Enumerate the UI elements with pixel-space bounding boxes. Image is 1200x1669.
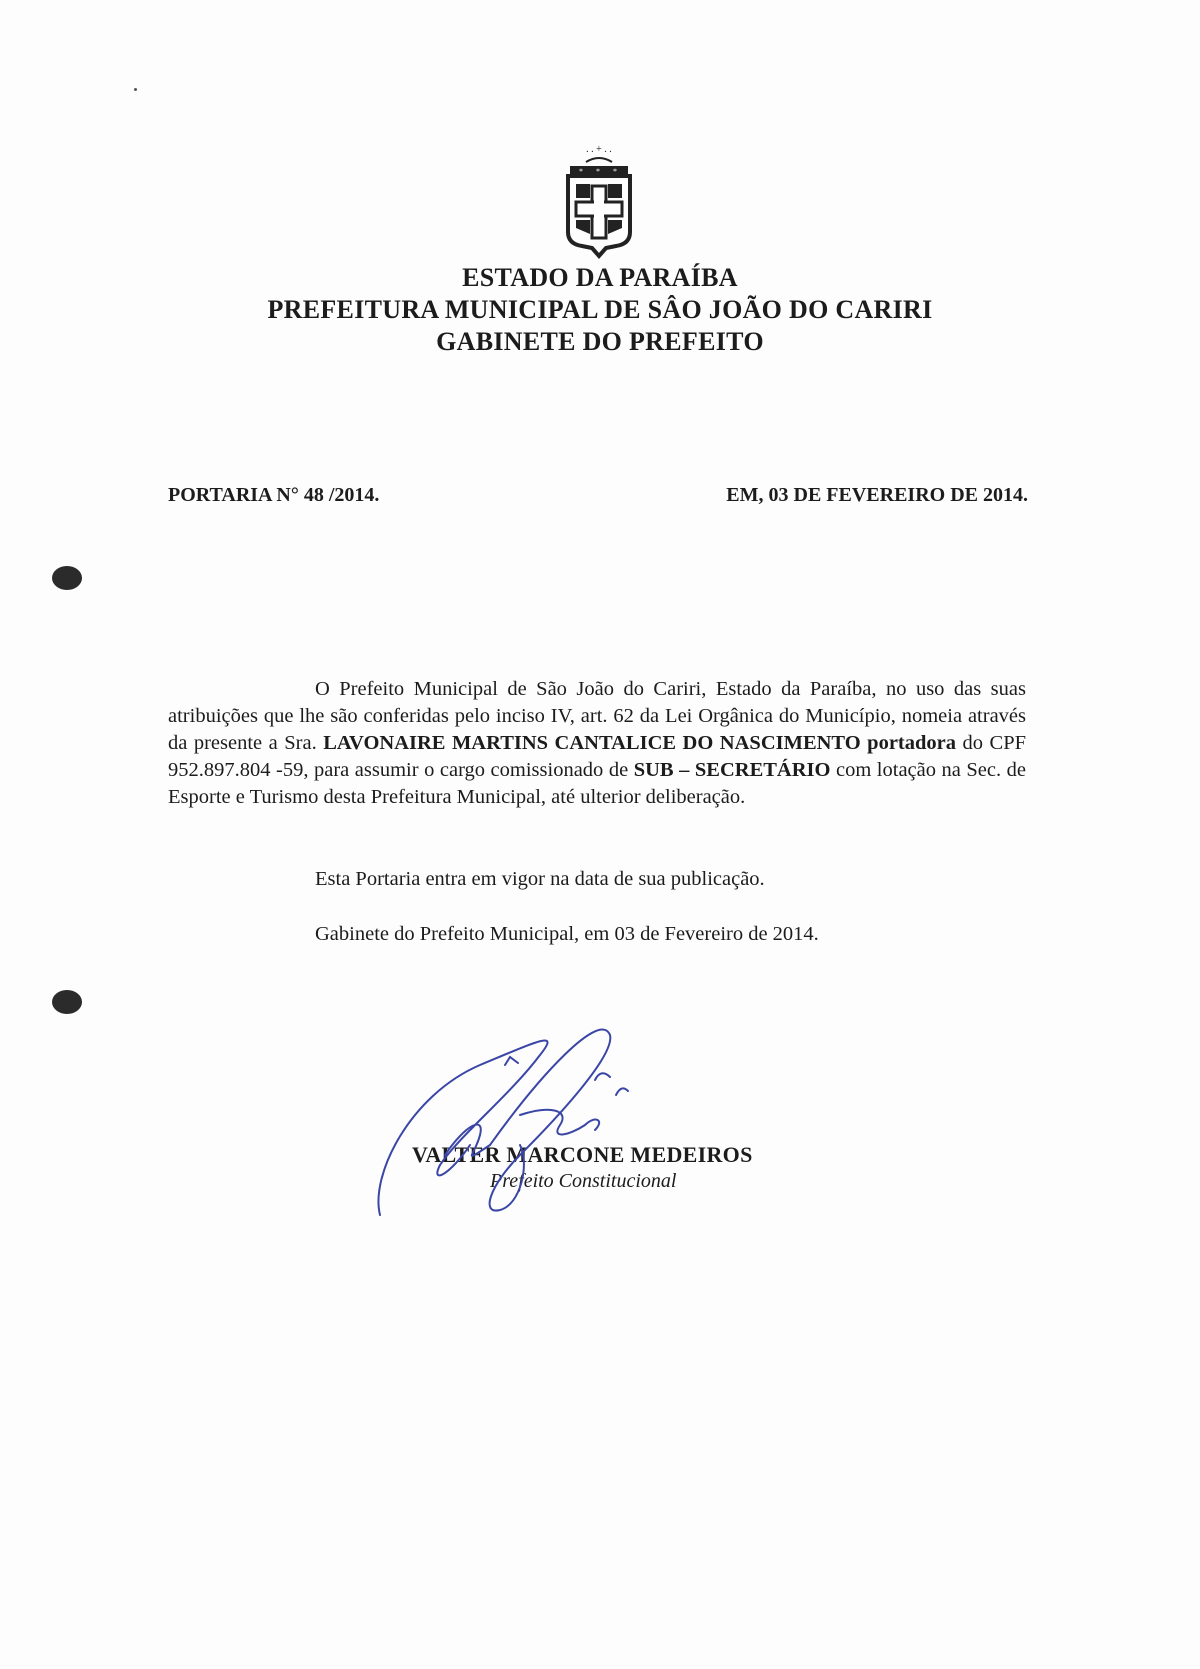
handwritten-signature [370,1015,700,1230]
svg-text:*: * [613,167,617,176]
signatory-name: VALTER MARCONE MEDEIROS [412,1142,753,1167]
document-date: EM, 03 DE FEVEREIRO DE 2014. [726,484,1028,506]
main-paragraph [168,676,1026,811]
svg-text:*: * [596,167,600,176]
signatory-title: Prefeito Constitucional [490,1170,677,1192]
letterhead [0,262,1200,358]
state-name: ESTADO DA PARAÍBA [462,263,738,292]
svg-text:. . + . .: . . + . . [586,144,612,155]
coat-of-arms-icon [556,140,642,260]
office-name: GABINETE DO PREFEITO [436,327,764,356]
position-title: SUB – SECRETÁRIO [633,759,831,781]
punch-hole [52,990,82,1014]
svg-text:*: * [579,167,583,176]
paragraph-text: com lotação na Sec. de Esporte e Turismo desta Prefeitura Municipal, até ulterior deliberação. [168,759,1026,808]
closing-line: Gabinete do Prefeito Municipal, em 03 de Fevereiro de 2014. [315,923,819,945]
effective-clause: Esta Portaria entra em vigor na data de sua publicação. [315,868,765,890]
appointee-name: LAVONAIRE MARTINS CANTALICE DO NASCIMENTO portadora [323,732,957,754]
paragraph-text: O Prefeito Municipal de São João do Cariri, Estado da Paraíba, no uso das suas atribuições que lhe são conferidas pelo inciso IV, art. 62 da Lei Orgânica do Município, nomeia através da presente a Sra. [168,678,1026,754]
municipality-name: PREFEITURA MUNICIPAL DE SÂO JOÃO DO CARIRI [267,295,933,324]
scan-speck [134,88,137,91]
punch-hole [52,566,82,590]
paragraph-text: do CPF 952.897.804 -59, para assumir o cargo comissionado de [168,732,1026,781]
document-number: PORTARIA N° 48 /2014. [168,484,380,506]
